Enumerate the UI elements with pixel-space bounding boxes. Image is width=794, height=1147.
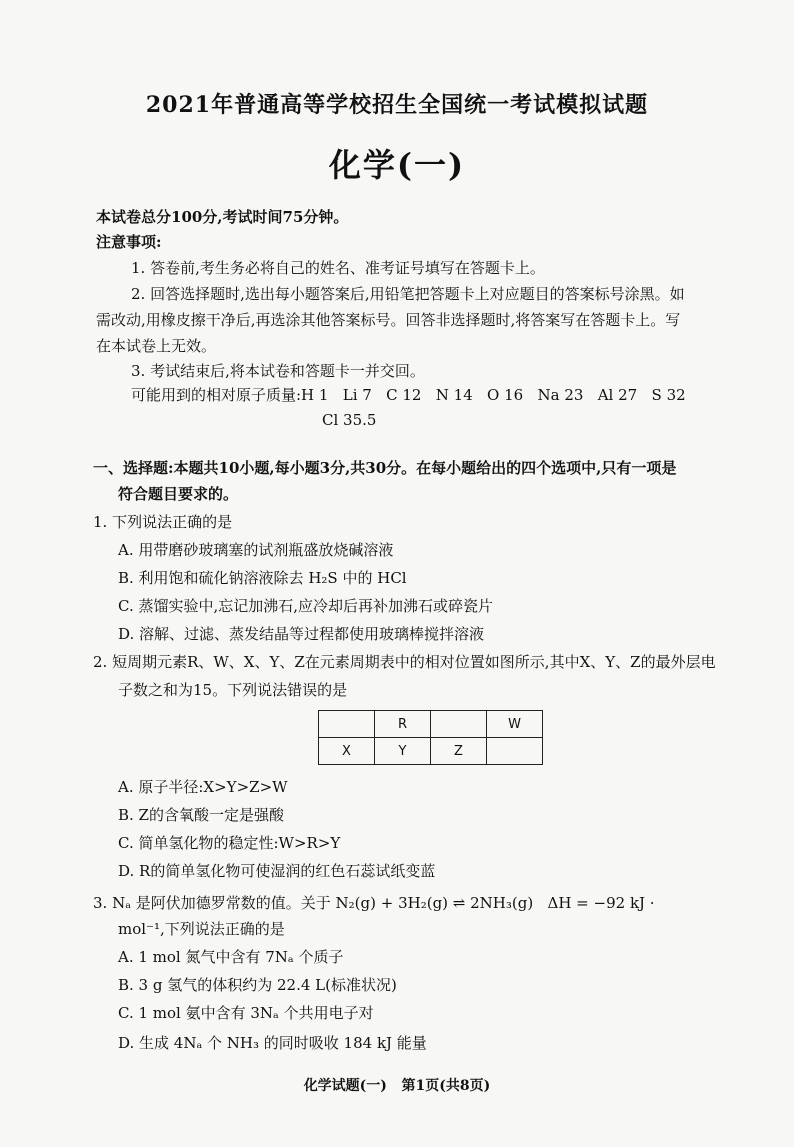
q1-stem: 1. 下列说法正确的是 bbox=[93, 513, 233, 531]
section-1-heading: 一、选择题:本题共10小题,每小题3分,共30分。在每小题给出的四个选项中,只有一项是 bbox=[93, 459, 677, 477]
table-cell bbox=[431, 711, 487, 738]
table-cell: W bbox=[487, 711, 543, 738]
q1-option-d: D. 溶解、过滤、蒸发结晶等过程都使用玻璃棒搅拌溶液 bbox=[118, 625, 485, 643]
q1-option-a: A. 用带磨砂玻璃塞的试剂瓶盛放烧碱溶液 bbox=[118, 541, 394, 559]
page-footer: 化学试题(一) 第1页(共8页) bbox=[303, 1078, 491, 1094]
q3-stem-line-1: 3. Nₐ 是阿伏加德罗常数的值。关于 N₂(g) + 3H₂(g) ⇌ 2NH₃(g) ΔH = −92 kJ · bbox=[93, 894, 655, 912]
table-cell: Z bbox=[431, 738, 487, 765]
table-cell: X bbox=[319, 738, 375, 765]
atomic-masses-line-2: Cl 35.5 bbox=[322, 411, 377, 429]
q2-stem-line-1: 2. 短周期元素R、W、X、Y、Z在元素周期表中的相对位置如图所示,其中X、Y、Z的最外层电 bbox=[93, 653, 716, 671]
q3-option-d: D. 生成 4Nₐ 个 NH₃ 的同时吸收 184 kJ 能量 bbox=[118, 1034, 427, 1052]
table-cell: Y bbox=[375, 738, 431, 765]
note-3: 3. 考试结束后,将本试卷和答题卡一并交回。 bbox=[131, 362, 425, 380]
q2-option-c: C. 简单氢化物的稳定性:W>R>Y bbox=[118, 834, 341, 852]
notes-heading: 注意事项: bbox=[96, 233, 162, 251]
table-cell: R bbox=[375, 711, 431, 738]
atomic-masses-line-1: 可能用到的相对原子质量:H 1 Li 7 C 12 N 14 O 16 Na 23 Al 27 S 32 bbox=[131, 386, 686, 404]
table-cell bbox=[319, 711, 375, 738]
section-1-heading-cont: 符合题目要求的。 bbox=[118, 485, 239, 503]
q2-option-b: B. Z的含氧酸一定是强酸 bbox=[118, 806, 284, 824]
exam-title: 2021年普通高等学校招生全国统一考试模拟试题 bbox=[145, 92, 649, 118]
q3-option-c: C. 1 mol 氨中含有 3Nₐ 个共用电子对 bbox=[118, 1004, 374, 1022]
periodic-table-fragment bbox=[318, 710, 543, 765]
q3-option-b: B. 3 g 氢气的体积约为 22.4 L(标准状况) bbox=[118, 976, 397, 994]
note-1: 1. 答卷前,考生务必将自己的姓名、准考证号填写在答题卡上。 bbox=[131, 259, 545, 277]
q2-option-a: A. 原子半径:X>Y>Z>W bbox=[118, 778, 288, 796]
exam-info: 本试卷总分100分,考试时间75分钟。 bbox=[96, 208, 349, 226]
q1-option-c: C. 蒸馏实验中,忘记加沸石,应冷却后再补加沸石或碎瓷片 bbox=[118, 597, 494, 615]
subject-title: 化学(一) bbox=[328, 146, 466, 184]
q1-option-b: B. 利用饱和硫化钠溶液除去 H₂S 中的 HCl bbox=[118, 569, 407, 587]
note-2-line-2: 需改动,用橡皮擦干净后,再选涂其他答案标号。回答非选择题时,将答案写在答题卡上。写 bbox=[96, 311, 681, 329]
table-cell bbox=[487, 738, 543, 765]
q2-option-d: D. R的简单氢化物可使湿润的红色石蕊试纸变蓝 bbox=[118, 862, 436, 880]
note-2-line-3: 在本试卷上无效。 bbox=[96, 337, 217, 355]
q3-option-a: A. 1 mol 氮气中含有 7Nₐ 个质子 bbox=[118, 948, 344, 966]
q2-stem-line-2: 子数之和为15。下列说法错误的是 bbox=[118, 681, 348, 699]
note-2-line-1: 2. 回答选择题时,选出每小题答案后,用铅笔把答题卡上对应题目的答案标号涂黑。如 bbox=[131, 285, 685, 303]
q3-stem-line-2: mol⁻¹,下列说法正确的是 bbox=[118, 920, 285, 938]
